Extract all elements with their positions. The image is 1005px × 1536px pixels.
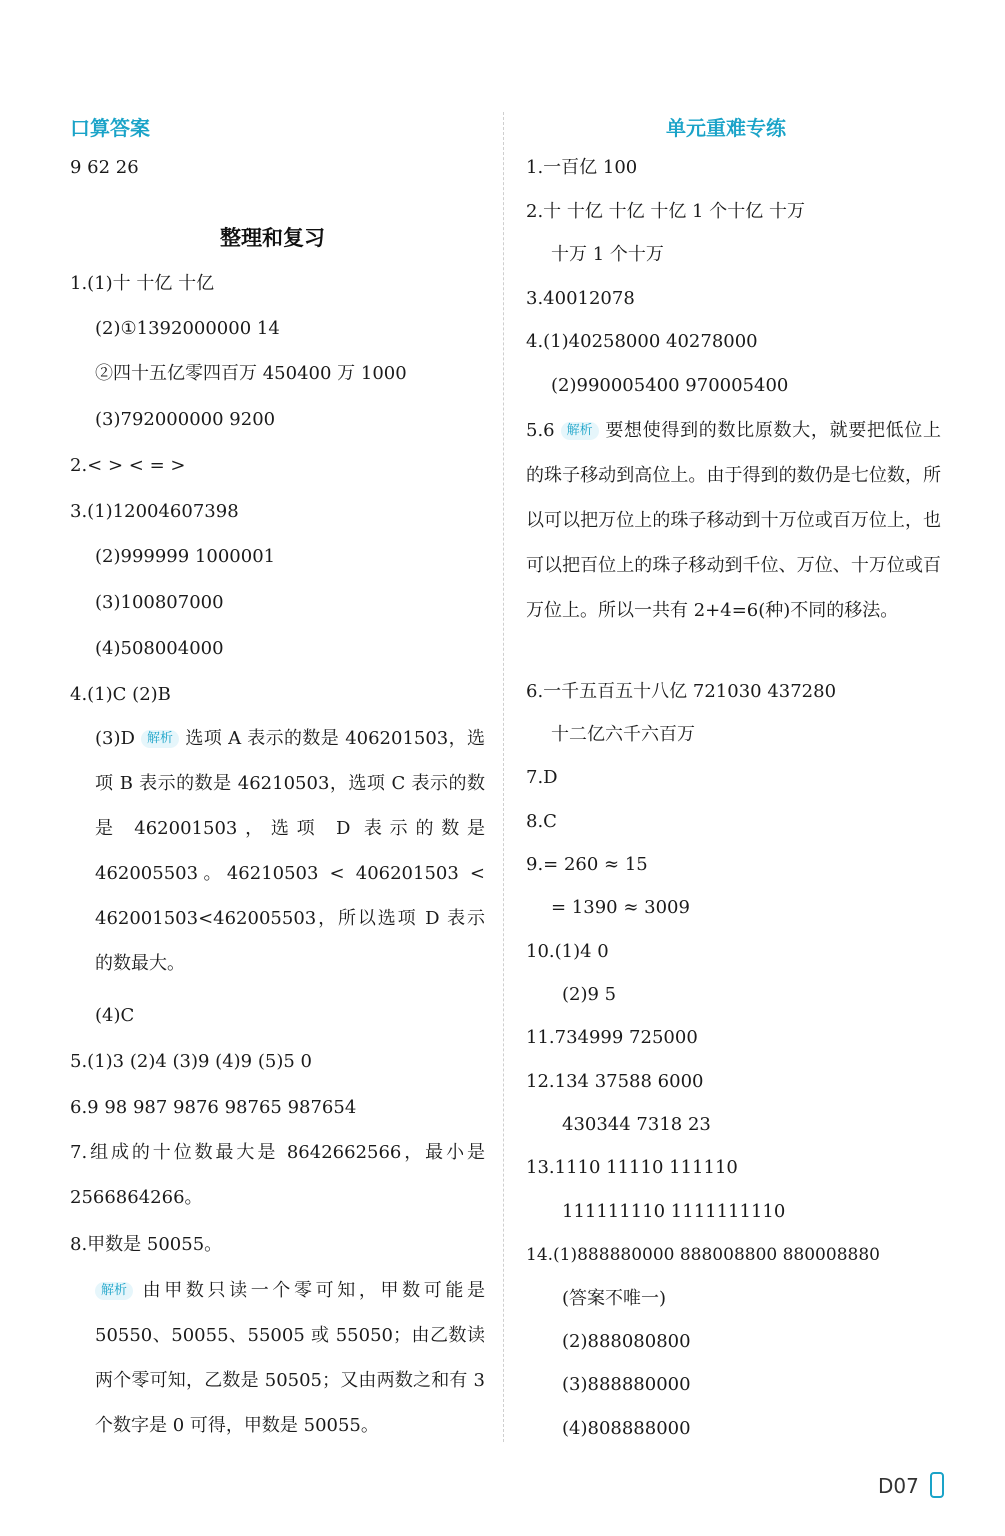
- q5-label: 5.6: [526, 420, 555, 441]
- page-corner-mark: [930, 1472, 944, 1498]
- answer-line: 12.134 37588 6000: [526, 1071, 704, 1092]
- q8-text: 由甲数只读一个零可知，甲数可能是 50550、50055、55005 或 55050；由乙数读两个零可知，乙数是 50505；又由两数之和有 3 个数字是 0 可得，甲数是 50055。: [95, 1280, 485, 1436]
- answer-line: 十万 1 个十万: [551, 244, 664, 265]
- answer-line: ②四十五亿零四百万 450400 万 1000: [95, 363, 407, 384]
- answer-line: 1.一百亿 100: [526, 157, 638, 178]
- answer-line: 13.1110 11110 111110: [526, 1157, 738, 1178]
- analysis-tag: 解析: [141, 730, 179, 748]
- answer-line: (2)①1392000000 14: [95, 318, 280, 339]
- answer-line: 7.D: [526, 767, 558, 788]
- analysis-tag: 解析: [561, 422, 599, 440]
- answer-line: 9.= 260 ≈ 15: [526, 854, 648, 875]
- answer-line: 3.40012078: [526, 288, 635, 309]
- answer-line: (3)100807000: [95, 592, 224, 613]
- answer-line: = 1390 ≈ 3009: [551, 897, 690, 918]
- answer-line: 11.734999 725000: [526, 1027, 698, 1048]
- answer-line: 6.一千五百五十八亿 721030 437280: [526, 681, 837, 702]
- answer-line: (3)888880000: [562, 1374, 691, 1395]
- answer-line: (答案不唯一): [562, 1288, 667, 1309]
- answer-line: (4)808888000: [562, 1418, 691, 1439]
- unit-practice-title: 单元重难专练: [666, 116, 786, 140]
- answer-line: (3)792000000 9200: [95, 409, 276, 430]
- q7-answer: 7.组成的十位数最大是 8642662566，最小是 2566864266。: [70, 1142, 485, 1208]
- q4-3-label: (3)D: [95, 728, 135, 749]
- answer-line: 111111110 1111111110: [562, 1201, 786, 1222]
- answer-line: 5.(1)3 (2)4 (3)9 (4)9 (5)5 0: [70, 1051, 312, 1072]
- q4-3-explanation: [95, 716, 485, 986]
- answer-line: (2)9 5: [562, 984, 617, 1005]
- answer-line: 8.甲数是 50055。: [70, 1234, 223, 1255]
- answer-line: (4)508004000: [95, 638, 224, 659]
- answer-line: 14.(1)888880000 888008800 880008880: [526, 1245, 880, 1265]
- analysis-tag: 解析: [95, 1282, 133, 1300]
- answer-line: (2)999999 1000001: [95, 546, 276, 567]
- page-number: D07: [878, 1474, 919, 1498]
- q5-text: 要想使得到的数比原数大，就要把低位上的珠子移动到高位上。由于得到的数仍是七位数，所以可以把万位上的珠子移动到十万位或百万位上，也可以把百位上的珠子移动到千位、万位、十万位或百万位上。所以一共有 2+4=6(种)不同的移法。: [526, 420, 941, 621]
- oral-answers: 9 62 26: [70, 157, 139, 178]
- review-section-title: 整理和复习: [220, 226, 325, 250]
- oral-answers-title: 口算答案: [70, 116, 150, 140]
- answer-line: 6.9 98 987 9876 98765 987654: [70, 1097, 357, 1118]
- answer-line: 4.(1)C (2)B: [70, 684, 171, 705]
- answer-line: 3.(1)12004607398: [70, 501, 239, 522]
- answer-line: (2)990005400 970005400: [551, 375, 789, 396]
- answer-line: 8.C: [526, 811, 557, 832]
- answer-line: (2)888080800: [562, 1331, 691, 1352]
- answer-line: 2.十 十亿 十亿 十亿 1 个十亿 十万: [526, 201, 805, 222]
- answer-line: (4)C: [95, 1005, 135, 1026]
- answer-line: 十二亿六千六百万: [551, 724, 695, 745]
- answer-line: 10.(1)4 0: [526, 941, 609, 962]
- q5-explanation: [526, 408, 941, 633]
- answer-line: 430344 7318 23: [562, 1114, 711, 1135]
- column-divider: [503, 112, 504, 1442]
- answer-line: 1.(1)十 十亿 十亿: [70, 273, 215, 294]
- q4-3-text: 选项 A 表示的数是 406201503，选项 B 表示的数是 46210503，选项 C 表示的数是 462001503，选项 D 表示的数是 462005503。46210503 < 406201503 < 462001503<462005503，所以选项 D 表示的数最大。: [95, 728, 485, 974]
- answer-line: 4.(1)40258000 40278000: [526, 331, 758, 352]
- q8-explanation: [95, 1268, 485, 1448]
- answer-line: 2.< > < = >: [70, 455, 186, 476]
